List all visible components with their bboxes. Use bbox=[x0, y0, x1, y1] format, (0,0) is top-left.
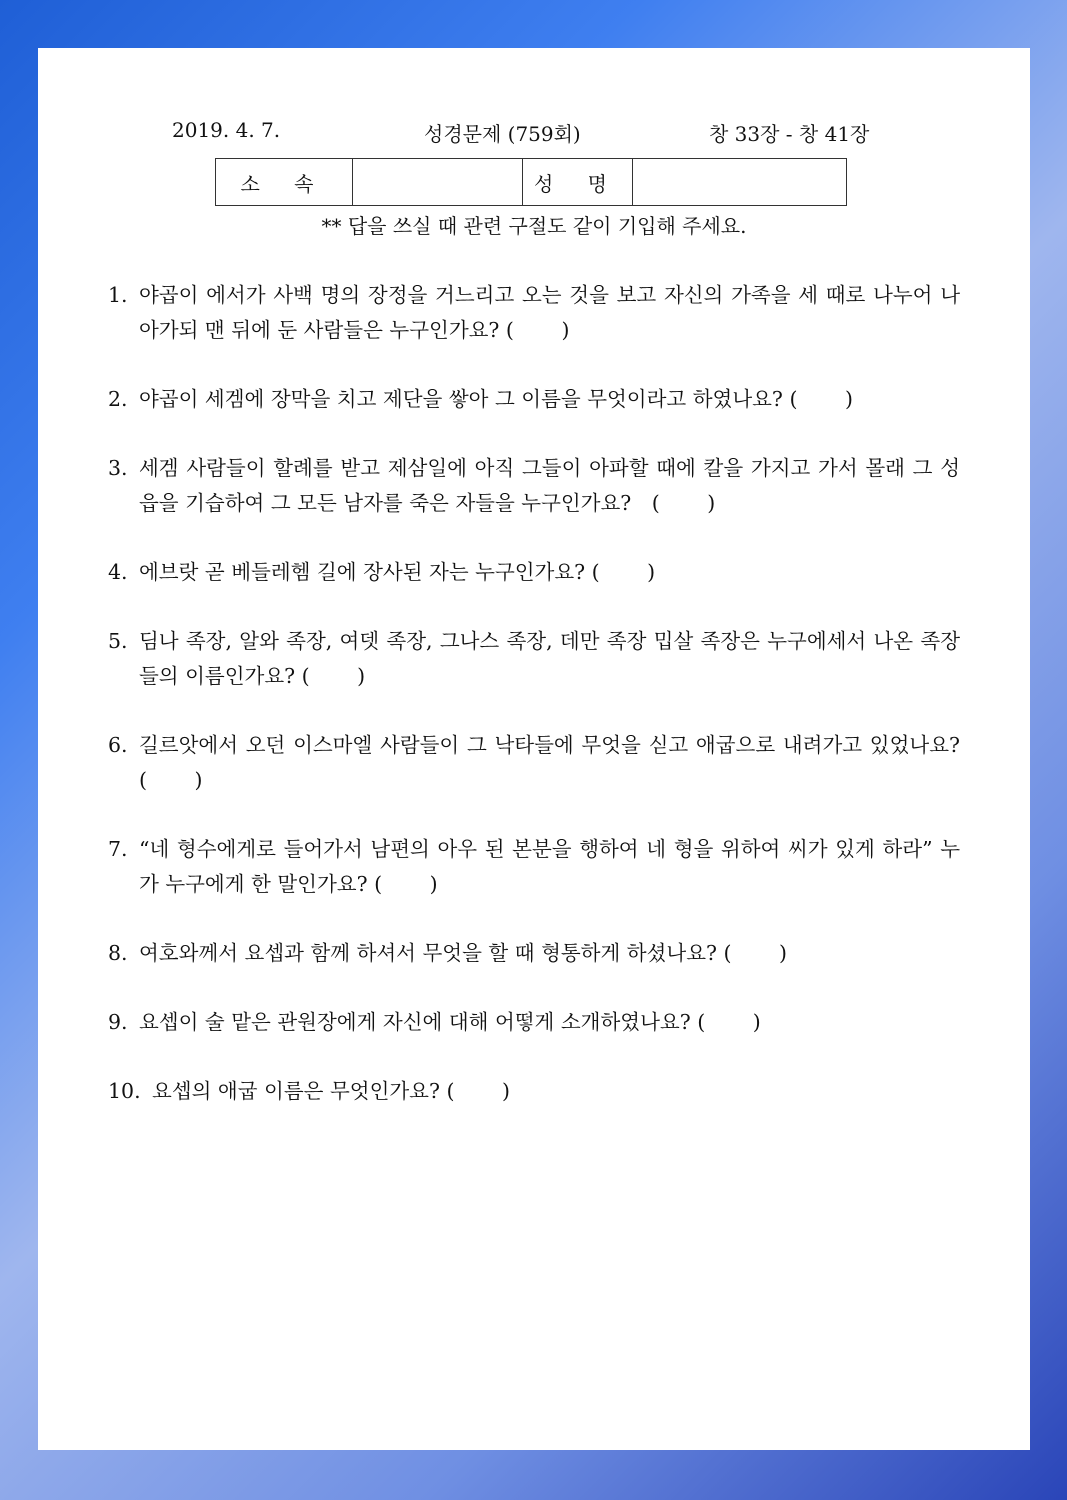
worksheet-header bbox=[38, 118, 1030, 148]
chapter-range: 창 33장 - 창 41장 bbox=[709, 122, 870, 146]
exam-title: 성경문제 (759회) bbox=[424, 122, 581, 146]
question-number: 5. bbox=[108, 629, 128, 653]
question-number: 4. bbox=[108, 560, 128, 584]
question-item bbox=[108, 1074, 960, 1109]
name-field[interactable] bbox=[633, 159, 846, 205]
question-number: 7. bbox=[108, 837, 128, 861]
question-text: 요셉이 술 맡은 관원장에게 자신에 대해 어떻게 소개하였나요? ( ) bbox=[139, 1010, 761, 1034]
question-item bbox=[108, 728, 960, 798]
question-number: 3. bbox=[108, 456, 128, 480]
question-number: 1. bbox=[108, 283, 128, 307]
name-label: 성 명 bbox=[523, 159, 633, 205]
exam-date: 2019. 4. 7. bbox=[172, 118, 281, 142]
question-text: 딤나 족장, 알와 족장, 여뎃 족장, 그나스 족장, 데만 족장 밉살 족장은 누구에세서 나온 족장들의 이름인가요? ( ) bbox=[139, 629, 960, 688]
question-text: 여호와께서 요셉과 함께 하셔서 무엇을 할 때 형통하게 하셨나요? ( ) bbox=[139, 941, 788, 965]
question-number: 6. bbox=[108, 733, 128, 757]
info-table bbox=[215, 158, 847, 206]
question-text: 야곱이 에서가 사백 명의 장정을 거느리고 오는 것을 보고 자신의 가족을 세 때로 나누어 나아가되 맨 뒤에 둔 사람들은 누구인가요? ( ) bbox=[139, 283, 960, 342]
question-item bbox=[108, 624, 960, 694]
question-item bbox=[108, 555, 960, 590]
question-number: 9. bbox=[108, 1010, 128, 1034]
affiliation-field[interactable] bbox=[353, 159, 523, 205]
question-item bbox=[108, 936, 960, 971]
question-number: 10. bbox=[108, 1079, 141, 1103]
question-text: 에브랏 곧 베들레헴 길에 장사된 자는 누구인가요? ( ) bbox=[139, 560, 656, 584]
question-number: 8. bbox=[108, 941, 128, 965]
question-text: 요셉의 애굽 이름은 무엇인가요? ( ) bbox=[152, 1079, 511, 1103]
question-text: “네 형수에게로 들어가서 남편의 아우 된 본분을 행하여 네 형을 위하여 씨가 있게 하라” 누가 누구에게 한 말인가요? ( ) bbox=[139, 837, 960, 896]
question-text: 길르앗에서 오던 이스마엘 사람들이 그 낙타들에 무엇을 싣고 애굽으로 내려가고 있었나요? ( ) bbox=[139, 733, 960, 792]
worksheet-page bbox=[38, 48, 1030, 1450]
question-text: 야곱이 세겜에 장막을 치고 제단을 쌓아 그 이름을 무엇이라고 하였나요? ( ) bbox=[139, 387, 853, 411]
question-item bbox=[108, 382, 960, 417]
question-item bbox=[108, 832, 960, 902]
question-item bbox=[108, 451, 960, 521]
question-text: 세겜 사람들이 할례를 받고 제삼일에 아직 그들이 아파할 때에 칼을 가지고 가서 몰래 그 성읍을 기습하여 그 모든 남자를 죽은 자들을 누구인가요? ( ) bbox=[139, 456, 960, 515]
affiliation-label: 소 속 bbox=[216, 159, 353, 205]
question-list bbox=[108, 278, 960, 1109]
question-number: 2. bbox=[108, 387, 128, 411]
instruction-note: ** 답을 쓰실 때 관련 구절도 같이 기입해 주세요. bbox=[321, 214, 747, 238]
question-item bbox=[108, 1005, 960, 1040]
question-item bbox=[108, 278, 960, 348]
